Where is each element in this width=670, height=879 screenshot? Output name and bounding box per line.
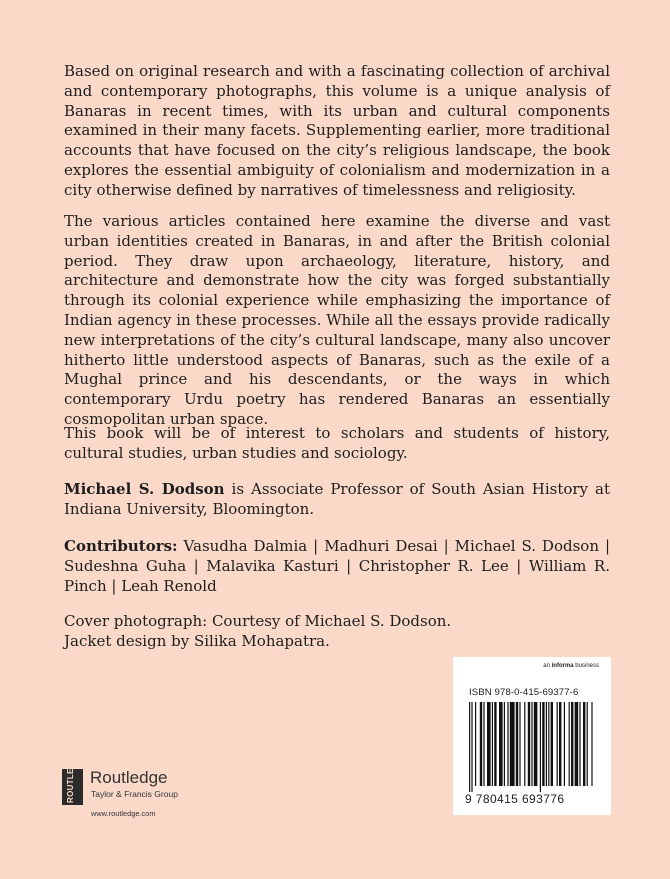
barcode-stripe	[551, 702, 553, 786]
jacket-credit: Jacket design by Silika Mohapatra.	[64, 631, 330, 650]
barcode-stripe	[516, 702, 518, 786]
cover-credit: Cover photograph: Courtesy of Michael S. Dodson.	[64, 612, 452, 630]
barcode-stripe	[540, 702, 541, 792]
editor-name: Michael S. Dodson	[64, 480, 225, 498]
editor-bio-text: is Associate Professor of South Asian History at Indiana University, Bloomington.	[64, 480, 610, 518]
blurb-text: The various articles contained here examine the diverse and vast urban identities created in Banaras, in and after the British colonial period. They draw upon archaeology, literature, history, and architecture and demonstrate how the city was forged substantially through its colonial experience while emphasizing the importance of Indian agency in these processes. While all the essays provide radically new interpretations of the city’s cultural landscape, many also uncover hitherto little understood aspects of Banaras, such as the exile of a Mughal prince and his descendants, or the ways in which contemporary Urdu poetry has rendered Banaras an essentially cosmopolitan urban space.	[64, 212, 610, 428]
isbn-number: ISBN 978-0-415-69377-6	[469, 687, 579, 698]
informa-tagline: an informa business	[543, 663, 599, 669]
publisher-url: www.routledge.com	[91, 809, 156, 818]
barcode-stripe	[534, 702, 538, 786]
barcode-stripe	[487, 702, 491, 786]
routledge-logo	[62, 750, 202, 821]
barcode-stripe	[528, 702, 530, 786]
barcode-stripe	[494, 702, 496, 786]
barcode-stripe	[519, 702, 520, 786]
barcode-stripe	[579, 702, 580, 786]
barcode-stripe	[531, 702, 532, 786]
publisher-name: Routledge	[90, 768, 168, 787]
barcode-digits: 9 780415 693776	[465, 792, 565, 806]
barcode-stripe	[524, 702, 525, 786]
contributors-paragraph	[64, 537, 610, 596]
barcode-stripe	[480, 702, 482, 786]
barcode-stripe	[591, 702, 592, 786]
barcode-stripe	[510, 702, 515, 786]
blurb-text: Based on original research and with a fascinating collection of archival and contemporary photographs, this volume is a unique analysis of Banaras in recent times, with its urban and cultural components examined in their many facets. Supplementing earlier, more traditional accounts that have focused on the city’s religious landscape, the book explores the essential ambiguity of colonialism and modernization in a city otherwise defined by narratives of timelessness and religiosity.	[64, 62, 610, 199]
barcode-stripe	[559, 702, 561, 786]
barcode-stripe	[557, 702, 558, 786]
barcode-stripe	[507, 702, 508, 786]
credits	[64, 612, 610, 652]
barcode-stripe	[548, 702, 549, 786]
barcode-stripe	[546, 702, 547, 786]
audience-paragraph	[64, 424, 610, 464]
barcode-stripe	[499, 702, 503, 786]
barcode-stripe	[542, 702, 544, 786]
barcode-image	[469, 702, 595, 792]
contributors-label: Contributors:	[64, 537, 178, 555]
barcode-stripe	[475, 702, 476, 786]
blurb-paragraph-2	[64, 212, 610, 430]
barcode-box	[453, 657, 611, 815]
contributors-list: Vasudha Dalmia | Madhuri Desai | Michael S. Dodson | Sudeshna Guha | Malavika Kasturi | Christopher R. Lee | William R. Pinch | Leah Renold	[64, 537, 610, 595]
routledge-mark-icon: ROUTLEDGE	[62, 769, 83, 805]
publisher-group: Taylor & Francis Group	[91, 789, 178, 799]
barcode-stripe	[504, 702, 505, 786]
barcode-stripe	[469, 702, 470, 792]
audience-text: This book will be of interest to scholars and students of history, cultural studies, urban studies and sociology.	[64, 424, 610, 462]
blurb-paragraph-1	[64, 62, 610, 201]
barcode-stripe	[569, 702, 570, 786]
editor-bio	[64, 480, 610, 520]
barcode-stripe	[564, 702, 565, 786]
barcode-stripe	[483, 702, 484, 786]
barcode-stripe	[571, 702, 573, 786]
barcode-stripe	[492, 702, 493, 786]
barcode-stripe	[575, 702, 579, 786]
barcode-stripe	[471, 702, 472, 792]
barcode-stripe	[583, 702, 585, 786]
barcode-stripe	[587, 702, 588, 786]
